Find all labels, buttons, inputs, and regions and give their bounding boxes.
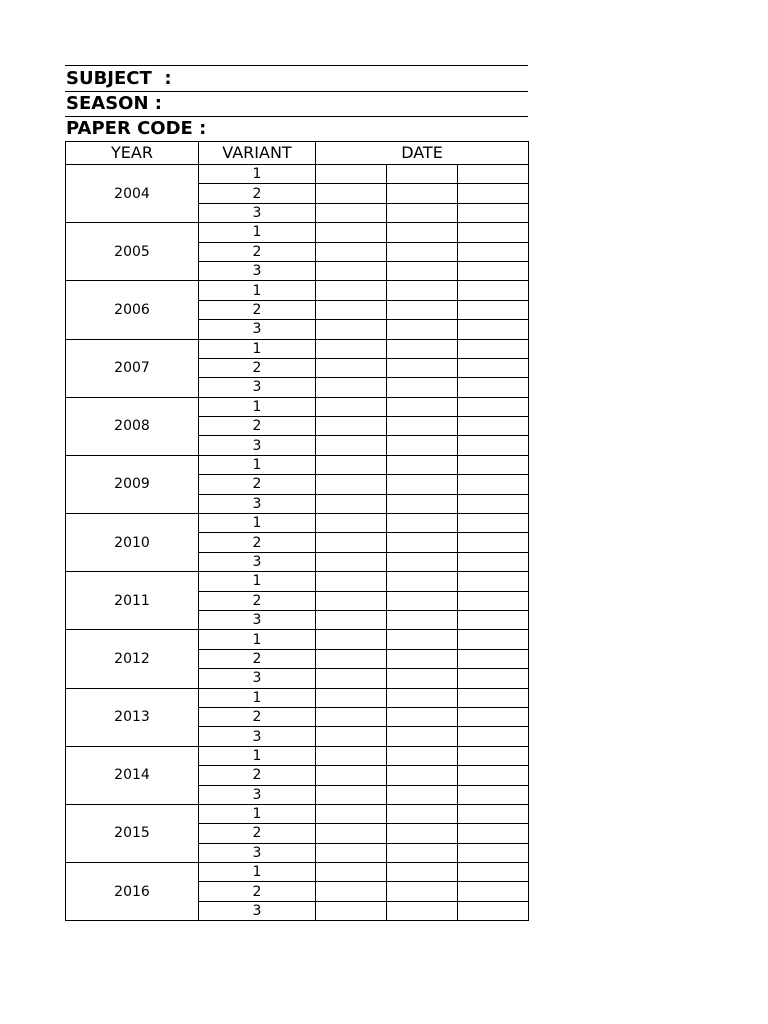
past-paper-table [65,141,529,921]
date-cell[interactable] [316,417,387,436]
date-cell[interactable] [458,824,529,843]
table-row [66,455,529,474]
date-cell[interactable] [458,475,529,494]
date-cell[interactable] [316,242,387,261]
date-cell[interactable] [458,320,529,339]
variant-cell: 1 [199,746,316,765]
table-row [66,863,529,882]
date-cell[interactable] [316,785,387,804]
date-cell[interactable] [458,707,529,726]
date-cell[interactable] [458,242,529,261]
date-cell[interactable] [316,165,387,184]
table-row [66,281,529,300]
date-cell[interactable] [458,184,529,203]
date-cell[interactable] [316,281,387,300]
date-cell[interactable] [387,882,458,901]
date-cell[interactable] [387,824,458,843]
date-cell[interactable] [387,649,458,668]
variant-cell: 3 [199,785,316,804]
date-cell[interactable] [316,882,387,901]
date-cell[interactable] [458,494,529,513]
date-cell[interactable] [387,203,458,222]
date-cell[interactable] [387,630,458,649]
variant-cell: 1 [199,630,316,649]
date-cell[interactable] [387,552,458,571]
date-cell[interactable] [387,242,458,261]
subject-label: SUBJECT : [66,67,172,89]
date-cell[interactable] [316,514,387,533]
date-cell[interactable] [458,630,529,649]
date-cell[interactable] [387,281,458,300]
date-cell[interactable] [316,455,387,474]
date-cell[interactable] [458,514,529,533]
variant-cell: 1 [199,281,316,300]
date-cell[interactable] [458,901,529,920]
variant-cell: 2 [199,242,316,261]
table-row [66,572,529,591]
date-cell[interactable] [458,455,529,474]
date-cell[interactable] [458,572,529,591]
date-cell[interactable] [387,572,458,591]
date-cell[interactable] [458,785,529,804]
date-cell[interactable] [458,533,529,552]
variant-cell: 2 [199,649,316,668]
date-cell[interactable] [316,863,387,882]
variant-cell: 1 [199,688,316,707]
table-row [66,688,529,707]
variant-cell: 2 [199,533,316,552]
date-cell[interactable] [316,358,387,377]
variant-cell: 1 [199,572,316,591]
paper-code-row [65,116,528,141]
date-cell[interactable] [316,649,387,668]
date-cell[interactable] [316,475,387,494]
date-cell[interactable] [316,300,387,319]
season-label: SEASON : [66,93,162,114]
date-cell[interactable] [316,261,387,280]
date-cell[interactable] [458,746,529,765]
date-cell[interactable] [316,572,387,591]
date-cell[interactable] [316,339,387,358]
date-cell[interactable] [458,766,529,785]
date-cell[interactable] [316,591,387,610]
table-row [66,397,529,416]
date-cell[interactable] [316,533,387,552]
variant-column-header: VARIANT [199,142,316,165]
date-cell[interactable] [316,901,387,920]
date-cell[interactable] [458,727,529,746]
date-cell[interactable] [458,417,529,436]
variant-cell: 2 [199,766,316,785]
variant-cell: 3 [199,669,316,688]
variant-cell: 2 [199,184,316,203]
date-cell[interactable] [458,436,529,455]
date-cell[interactable] [316,727,387,746]
year-cell: 2011 [66,572,199,630]
date-cell[interactable] [316,436,387,455]
date-cell[interactable] [387,533,458,552]
subject-row [65,65,528,91]
date-cell[interactable] [387,223,458,242]
year-cell: 2009 [66,455,199,513]
date-cell[interactable] [387,746,458,765]
date-cell[interactable] [316,824,387,843]
variant-cell: 1 [199,804,316,823]
date-cell[interactable] [387,863,458,882]
date-cell[interactable] [387,669,458,688]
year-cell: 2007 [66,339,199,397]
variant-cell: 2 [199,417,316,436]
year-column-header: YEAR [66,142,199,165]
variant-cell: 1 [199,514,316,533]
table-row [66,804,529,823]
date-cell[interactable] [387,843,458,862]
variant-cell: 3 [199,378,316,397]
date-cell[interactable] [387,455,458,474]
date-cell[interactable] [316,184,387,203]
date-cell[interactable] [387,494,458,513]
date-cell[interactable] [387,514,458,533]
date-cell[interactable] [316,766,387,785]
date-cell[interactable] [387,339,458,358]
date-cell[interactable] [458,397,529,416]
date-cell[interactable] [458,281,529,300]
paper-code-label: PAPER CODE : [66,118,207,139]
date-cell[interactable] [387,688,458,707]
table-row [66,165,529,184]
date-cell[interactable] [316,397,387,416]
date-cell[interactable] [458,378,529,397]
variant-cell: 3 [199,901,316,920]
date-cell[interactable] [458,649,529,668]
table-row [66,746,529,765]
date-cell[interactable] [458,339,529,358]
date-cell[interactable] [387,785,458,804]
variant-cell: 2 [199,707,316,726]
date-cell[interactable] [316,804,387,823]
variant-cell: 3 [199,843,316,862]
date-cell[interactable] [458,552,529,571]
variant-cell: 1 [199,223,316,242]
date-cell[interactable] [458,843,529,862]
date-cell[interactable] [316,552,387,571]
date-cell[interactable] [458,300,529,319]
year-cell: 2016 [66,863,199,921]
variant-cell: 2 [199,591,316,610]
date-cell[interactable] [387,320,458,339]
year-cell: 2005 [66,223,199,281]
variant-cell: 3 [199,203,316,222]
table-header-row [66,142,529,165]
date-cell[interactable] [316,746,387,765]
date-cell[interactable] [458,863,529,882]
record-sheet [65,65,528,921]
date-cell[interactable] [316,707,387,726]
variant-cell: 2 [199,824,316,843]
date-cell[interactable] [316,320,387,339]
date-cell[interactable] [458,203,529,222]
date-cell[interactable] [458,610,529,629]
variant-cell: 2 [199,475,316,494]
date-cell[interactable] [458,261,529,280]
date-cell[interactable] [458,223,529,242]
year-cell: 2012 [66,630,199,688]
date-cell[interactable] [387,261,458,280]
date-cell[interactable] [458,358,529,377]
date-cell[interactable] [458,882,529,901]
variant-cell: 2 [199,882,316,901]
table-row [66,339,529,358]
date-cell[interactable] [387,165,458,184]
date-cell[interactable] [387,436,458,455]
date-cell[interactable] [316,203,387,222]
date-cell[interactable] [387,378,458,397]
variant-cell: 3 [199,261,316,280]
date-cell[interactable] [458,165,529,184]
date-cell[interactable] [316,669,387,688]
date-cell[interactable] [387,610,458,629]
date-cell[interactable] [387,804,458,823]
date-cell[interactable] [387,397,458,416]
date-cell[interactable] [387,300,458,319]
variant-cell: 1 [199,339,316,358]
date-cell[interactable] [387,707,458,726]
year-cell: 2013 [66,688,199,746]
variant-cell: 2 [199,358,316,377]
year-cell: 2008 [66,397,199,455]
date-cell[interactable] [387,184,458,203]
table-row [66,630,529,649]
date-cell[interactable] [316,843,387,862]
date-cell[interactable] [387,591,458,610]
variant-cell: 1 [199,165,316,184]
year-cell: 2014 [66,746,199,804]
date-cell[interactable] [458,688,529,707]
date-cell[interactable] [316,494,387,513]
date-cell[interactable] [387,727,458,746]
date-cell[interactable] [387,358,458,377]
variant-cell: 2 [199,300,316,319]
variant-cell: 3 [199,610,316,629]
variant-cell: 3 [199,552,316,571]
variant-cell: 1 [199,863,316,882]
date-column-header: DATE [316,142,529,165]
date-cell[interactable] [458,804,529,823]
year-cell: 2010 [66,514,199,572]
variant-cell: 3 [199,320,316,339]
date-cell[interactable] [458,591,529,610]
date-cell[interactable] [316,223,387,242]
season-row [65,91,528,116]
date-cell[interactable] [387,417,458,436]
variant-cell: 3 [199,727,316,746]
variant-cell: 1 [199,397,316,416]
year-cell: 2006 [66,281,199,339]
table-body [66,165,529,921]
variant-cell: 1 [199,455,316,474]
year-cell: 2004 [66,165,199,223]
year-cell: 2015 [66,804,199,862]
table-row [66,223,529,242]
date-cell[interactable] [316,610,387,629]
variant-cell: 3 [199,436,316,455]
date-cell[interactable] [316,378,387,397]
date-cell[interactable] [387,475,458,494]
date-cell[interactable] [387,901,458,920]
date-cell[interactable] [316,630,387,649]
date-cell[interactable] [316,688,387,707]
table-row [66,514,529,533]
date-cell[interactable] [387,766,458,785]
variant-cell: 3 [199,494,316,513]
date-cell[interactable] [458,669,529,688]
